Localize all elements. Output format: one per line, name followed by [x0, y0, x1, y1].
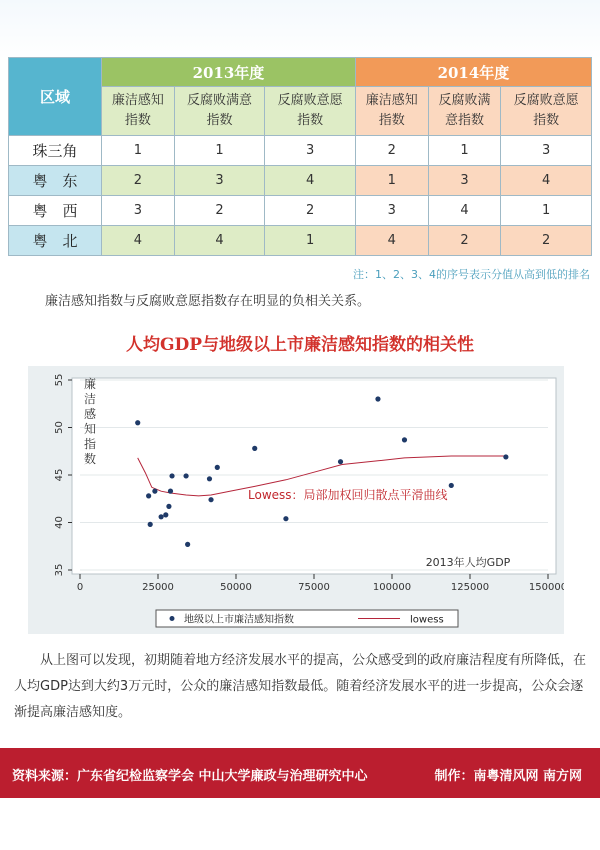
- legend-label-lowess: lowess: [410, 614, 444, 626]
- table-cell: 4: [102, 226, 175, 256]
- y-tick-label: 45: [54, 468, 65, 482]
- region-cell: 粤 北: [9, 226, 102, 256]
- region-cell: 珠三角: [9, 136, 102, 166]
- year-2014-header: 2014年度: [355, 58, 591, 87]
- footer-maker: 制作：南粤清风网 南方网: [434, 769, 582, 784]
- table-cell: 4: [265, 166, 356, 196]
- sub-header: 反腐败满 意指数: [428, 87, 501, 136]
- conclusion-paragraph: 从上图可以发现，初期随着地方经济发展水平的提高，公众感受到的政府廉洁程度有所降低，在人均GDP达到大约3万元时，公众的廉洁感知指数最低。随着经济发展水平的进一步提高，公众会逐渐提高廉洁感知度。: [14, 653, 587, 720]
- x-tick-label: 125000: [450, 582, 490, 593]
- data-point: [375, 396, 380, 401]
- sub-header: 反腐败意愿 指数: [501, 87, 592, 136]
- table-cell: 2: [501, 226, 592, 256]
- year-2013-header: 2013年度: [102, 58, 356, 87]
- table-cell: 2: [102, 166, 175, 196]
- y-tick-label: 40: [54, 516, 65, 529]
- chart-title: 人均GDP与地级以上市廉洁感知指数的相关性: [125, 335, 475, 355]
- y-axis-label-char: 感: [84, 407, 97, 421]
- table-cell: 2: [174, 196, 265, 226]
- data-point: [146, 493, 151, 498]
- ranking-table: [8, 57, 592, 256]
- table-cell: 3: [428, 166, 501, 196]
- table-cell: 1: [355, 166, 428, 196]
- table-cell: 1: [174, 136, 265, 166]
- table-cell: 1: [428, 136, 501, 166]
- data-point: [402, 437, 407, 442]
- data-point: [148, 522, 153, 527]
- data-point: [183, 473, 188, 478]
- x-tick-label: 50000: [220, 582, 252, 593]
- table-cell: 3: [501, 136, 592, 166]
- x-axis-label: 2013年人均GDP: [425, 556, 511, 569]
- y-tick-label: 50: [54, 421, 65, 434]
- table-note: 注：1、2、3、4的序号表示分值从高到低的排名: [353, 268, 590, 281]
- legend-label-points: 地级以上市廉洁感知指数: [184, 614, 294, 626]
- sub-header: 反腐败意愿 指数: [265, 87, 356, 136]
- legend-marker-points: [170, 616, 175, 621]
- sub-header: 廉洁感知 指数: [102, 87, 175, 136]
- data-point: [169, 473, 174, 478]
- data-point: [166, 504, 171, 509]
- table-cell: 2: [428, 226, 501, 256]
- y-axis-label-char: 指: [84, 437, 97, 451]
- table-cell: 4: [355, 226, 428, 256]
- plot-area: [72, 378, 556, 574]
- table-row: [9, 166, 592, 196]
- table-cell: 1: [265, 226, 356, 256]
- sub-header: 廉洁感知 指数: [355, 87, 428, 136]
- data-point: [338, 459, 343, 464]
- top-background: [0, 0, 600, 60]
- table-row: [9, 136, 592, 166]
- y-tick-label: 55: [54, 373, 65, 387]
- table-row: [9, 196, 592, 226]
- data-point: [252, 446, 257, 451]
- x-tick-label: 100000: [372, 582, 412, 593]
- region-header: 区域: [9, 58, 102, 136]
- y-axis-label-char: 廉: [84, 377, 97, 391]
- footer-source: 资料来源：广东省纪检监察学会 中山大学廉政与治理研究中心: [12, 769, 368, 784]
- x-tick-label: 25000: [142, 582, 174, 593]
- data-point: [503, 454, 508, 459]
- table-cell: 2: [355, 136, 428, 166]
- y-axis-label-char: 知: [84, 422, 97, 436]
- data-point: [208, 497, 213, 502]
- data-point: [135, 420, 140, 425]
- table-cell: 2: [265, 196, 356, 226]
- y-tick-label: 35: [54, 563, 65, 577]
- y-axis-label-char: 洁: [84, 392, 97, 406]
- footer-bar: [0, 748, 600, 798]
- table-row: [9, 226, 592, 256]
- table-cell: 3: [102, 196, 175, 226]
- y-axis-label-char: 数: [84, 452, 97, 466]
- data-point: [168, 489, 173, 494]
- table-cell: 4: [501, 166, 592, 196]
- data-point: [207, 476, 212, 481]
- table-cell: 1: [501, 196, 592, 226]
- scatter-chart: [28, 366, 564, 634]
- table-cell: 3: [265, 136, 356, 166]
- chart-panel: [28, 366, 564, 634]
- x-tick-label: 0: [76, 582, 84, 593]
- table-cell: 3: [174, 166, 265, 196]
- data-point: [185, 542, 190, 547]
- data-point: [449, 483, 454, 488]
- table-cell: 4: [428, 196, 501, 226]
- data-point: [159, 514, 164, 519]
- table-cell: 4: [174, 226, 265, 256]
- sub-header: 反腐败满意 指数: [174, 87, 265, 136]
- region-cell: 粤 东: [9, 166, 102, 196]
- x-tick-label: 150000: [528, 582, 564, 593]
- table-cell: 1: [102, 136, 175, 166]
- data-point: [283, 516, 288, 521]
- x-tick-label: 75000: [298, 582, 330, 593]
- finding-paragraph: 廉洁感知指数与反腐败意愿指数存在明显的负相关关系。: [45, 294, 371, 309]
- lowess-annotation: Lowess：局部加权回归散点平滑曲线: [248, 488, 448, 502]
- region-cell: 粤 西: [9, 196, 102, 226]
- table-cell: 3: [355, 196, 428, 226]
- data-point: [163, 512, 168, 517]
- data-point: [152, 489, 157, 494]
- data-point: [215, 465, 220, 470]
